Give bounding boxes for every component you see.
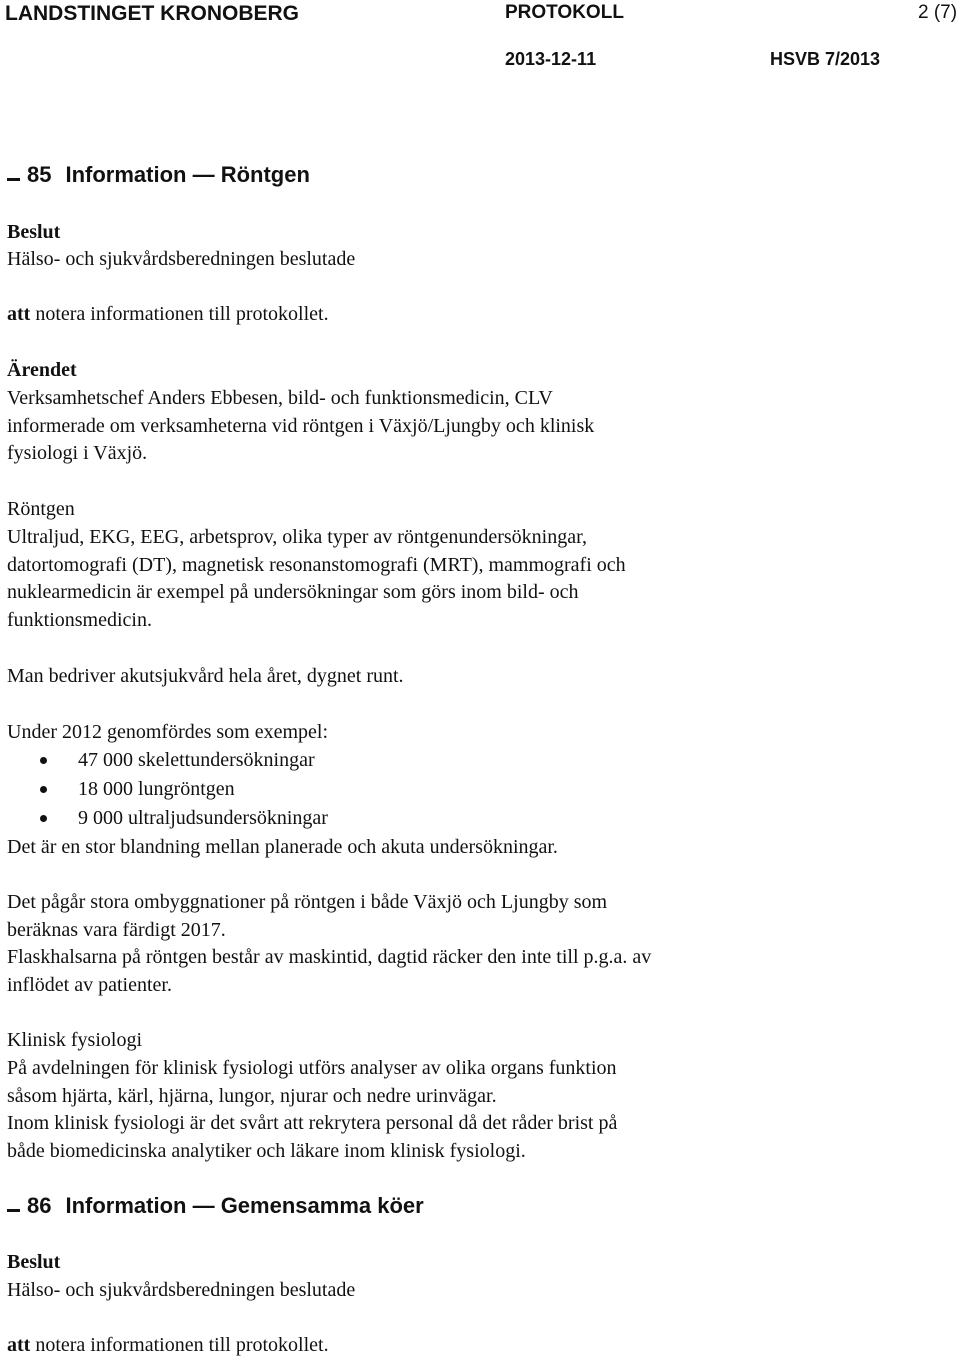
bullet-item: 18 000 lungröntgen (78, 778, 235, 800)
att-line (7, 302, 329, 326)
rontgen-heading: Röntgen (7, 498, 75, 520)
att-rest: notera informationen till protokollet. (30, 303, 329, 325)
ombygg-line: beräknas vara färdigt 2017. (7, 919, 226, 941)
page-header (0, 0, 960, 80)
klinisk-line: både biomedicinska analytiker och läkare inom klinisk fysiologi. (7, 1140, 526, 1162)
section-number: 86 (27, 1193, 52, 1218)
att-line (7, 1333, 329, 1357)
arendet-heading: Ärendet (7, 359, 77, 381)
klinisk-line: såsom hjärta, kärl, hjärna, lungor, njurar och nedre urinvägar. (7, 1085, 497, 1107)
bullet-item: 9 000 ultraljudsundersökningar (78, 807, 328, 829)
akut-line: Man bedriver akutsjukvård hela året, dygnet runt. (7, 665, 404, 687)
bullet-item: 47 000 skelettundersökningar (78, 749, 315, 771)
beslut-heading: Beslut (7, 1251, 61, 1273)
section-heading-86 (7, 1193, 424, 1219)
document-reference: HSVB 7/2013 (770, 49, 881, 69)
att-word: att (7, 303, 31, 325)
blandning-line: Det är en stor blandning mellan planerade och akuta undersökningar. (7, 836, 558, 858)
arendet-line: fysiologi i Växjö. (7, 442, 148, 464)
rontgen-line: funktionsmedicin. (7, 609, 152, 631)
klinisk-heading: Klinisk fysiologi (7, 1029, 143, 1051)
rontgen-line: Ultraljud, EKG, EEG, arbetsprov, olika typer av röntgenundersökningar, (7, 526, 587, 548)
section-title: Information — Gemensamma köer (65, 1193, 424, 1218)
beslut-text: Hälso- och sjukvårdsberedningen beslutade (7, 1279, 356, 1301)
ombygg-line: Det pågår stora ombyggnationer på röntgen i både Växjö och Ljungby som (7, 891, 608, 913)
page-number: 2 (7) (918, 2, 958, 23)
section-title: Information — Röntgen (65, 162, 310, 187)
klinisk-line: På avdelningen för klinisk fysiologi utförs analyser av olika organs funktion (7, 1057, 617, 1079)
meeting-date: 2013-12-11 (505, 49, 597, 69)
bullet-dot (40, 786, 47, 793)
arendet-line: Verksamhetschef Anders Ebbesen, bild- och funktionsmedicin, CLV (7, 387, 553, 409)
bullet-dot (40, 757, 47, 764)
beslut-text: Hälso- och sjukvårdsberedningen beslutade (7, 248, 356, 270)
att-word: att (7, 1334, 31, 1356)
arendet-line: informerade om verksamheterna vid röntgen i Växjö/Ljungby och klinisk (7, 415, 595, 437)
section-number: 85 (27, 162, 52, 187)
section-heading-85 (7, 162, 310, 188)
att-rest: notera informationen till protokollet. (30, 1334, 329, 1356)
organization-name: LANDSTINGET KRONOBERG (5, 2, 299, 25)
bullet-dot (40, 815, 47, 822)
rontgen-line: datortomografi (DT), magnetisk resonanstomografi (MRT), mammografi och (7, 554, 626, 576)
beslut-heading: Beslut (7, 221, 61, 243)
heading-dash (7, 178, 20, 181)
klinisk-line: Inom klinisk fysiologi är det svårt att rekrytera personal då det råder brist på (7, 1112, 618, 1134)
rontgen-line: nuklearmedicin är exempel på undersökningar som görs inom bild- och (7, 581, 579, 603)
ombygg-line: inflödet av patienter. (7, 974, 172, 996)
ombygg-line: Flaskhalsarna på röntgen består av maskintid, dagtid räcker den inte till p.g.a. av (7, 946, 652, 968)
heading-dash (7, 1209, 20, 1212)
under-line: Under 2012 genomfördes som exempel: (7, 721, 329, 743)
document-type: PROTOKOLL (505, 2, 624, 23)
